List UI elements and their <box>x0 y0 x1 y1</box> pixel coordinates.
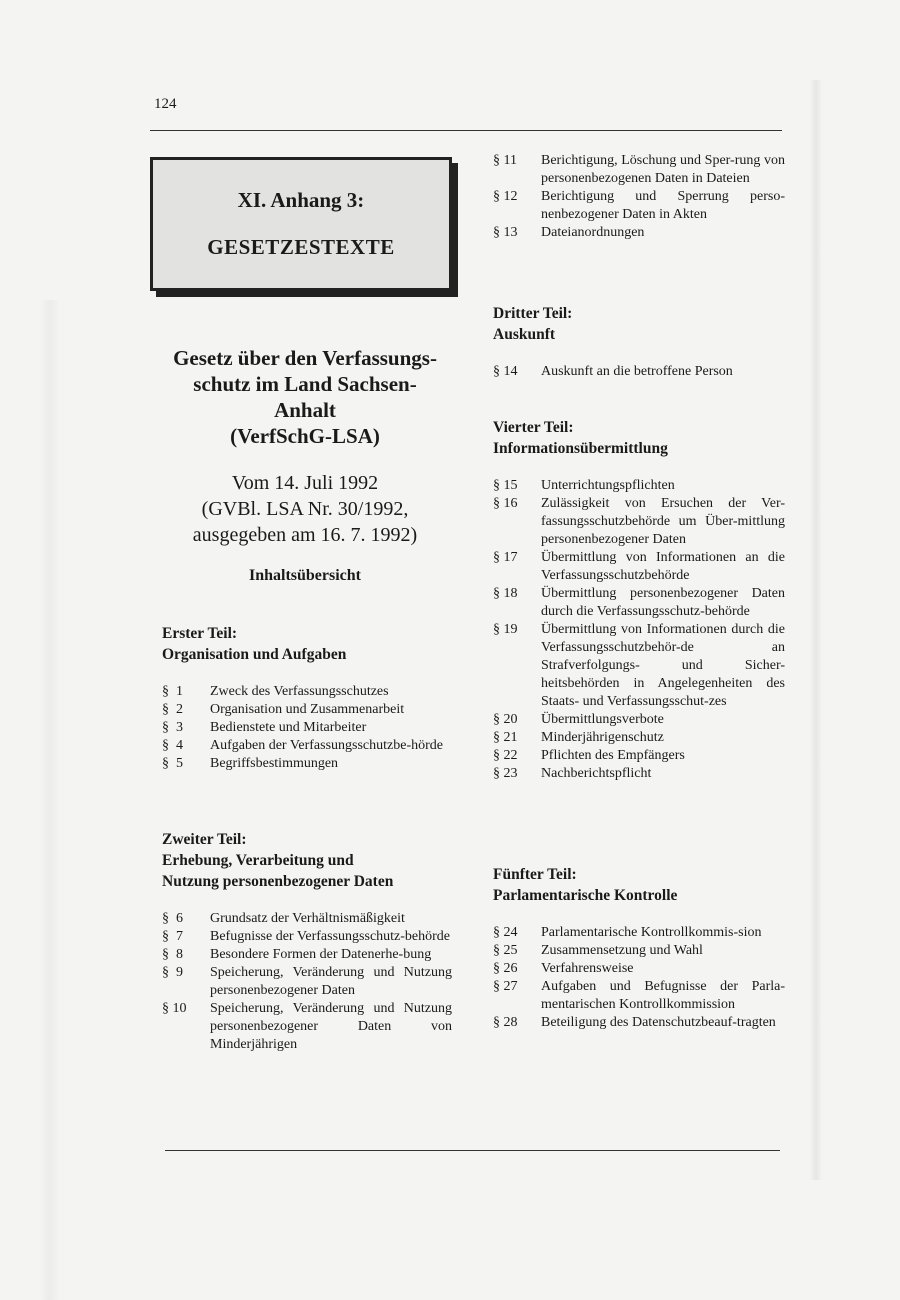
banner-line-1: XI. Anhang 3: <box>237 188 365 212</box>
section-number: § 10 <box>162 1001 187 1016</box>
toc-item <box>493 924 785 942</box>
section-number: § 8 <box>162 947 183 962</box>
section-number: § 11 <box>493 153 517 168</box>
part-3 <box>493 303 785 381</box>
section-title: Beteiligung des Datenschutzbeauf-tragten <box>541 1015 776 1030</box>
law-title <box>150 345 460 449</box>
section-title: Berichtigung, Löschung und Sper-rung von personenbezogenen Daten in Dateien <box>541 153 785 186</box>
section-title: Zweck des Verfassungsschutzes <box>210 684 389 699</box>
part-label: Fünfter Teil: <box>493 866 577 883</box>
toc-item <box>493 1014 785 1032</box>
scan-edge-shadow <box>810 80 822 1180</box>
section-number: § 9 <box>162 965 183 980</box>
section-number: § 23 <box>493 766 518 781</box>
section-title: Zusammensetzung und Wahl <box>541 943 703 958</box>
section-number: § 26 <box>493 961 518 976</box>
part-label: Dritter Teil: <box>493 305 573 322</box>
toc-item <box>493 152 785 188</box>
section-number: § 2 <box>162 702 183 717</box>
toc-item <box>493 978 785 1014</box>
section-number: § 14 <box>493 364 518 379</box>
section-number: § 7 <box>162 929 183 944</box>
part-title: Nutzung personenbezogener Daten <box>162 873 394 890</box>
toc-item <box>162 910 452 928</box>
law-title-line: schutz im Land Sachsen- <box>193 372 417 396</box>
section-title: Grundsatz der Verhältnismäßigkeit <box>210 911 405 926</box>
section-title: Nachberichtspflicht <box>541 766 652 781</box>
section-number: § 24 <box>493 925 518 940</box>
part-5 <box>493 864 785 1032</box>
section-title: Speicherung, Veränderung und Nutzung personenbezogener Daten <box>210 965 452 998</box>
law-title-line: Anhalt <box>274 398 336 422</box>
section-number: § 22 <box>493 748 518 763</box>
date-line: Vom 14. Juli 1992 <box>231 472 379 494</box>
section-title: Übermittlung von Informationen an die Verfassungsschutzbehörde <box>541 550 785 583</box>
date-line: (GVBl. LSA Nr. 30/1992, <box>201 498 409 520</box>
section-title: Unterrichtungspflichten <box>541 478 675 493</box>
part-title: Organisation und Aufgaben <box>162 646 347 663</box>
toc-item <box>493 363 785 381</box>
toc-item <box>162 946 452 964</box>
toc-item <box>493 495 785 549</box>
section-number: § 3 <box>162 720 183 735</box>
toc-item <box>493 942 785 960</box>
law-date <box>150 470 460 548</box>
section-number: § 16 <box>493 496 518 511</box>
section-number: § 19 <box>493 622 518 637</box>
part-title: Erhebung, Verarbeitung und <box>162 852 354 869</box>
section-number: § 20 <box>493 712 518 727</box>
section-title: Übermittlung personenbezogener Daten durch die Verfassungsschutz-behörde <box>541 586 785 619</box>
section-title: Dateianordnungen <box>541 225 645 240</box>
page-number: 124 <box>154 96 177 112</box>
section-number: § 28 <box>493 1015 518 1030</box>
section-title: Speicherung, Veränderung und Nutzung personenbezogener Daten von Minderjährigen <box>210 1001 452 1052</box>
section-number: § 6 <box>162 911 183 926</box>
section-number: § 12 <box>493 189 518 204</box>
toc-item <box>493 224 785 242</box>
section-title: Begriffsbestimmungen <box>210 756 339 771</box>
toc-item <box>493 960 785 978</box>
section-title: Organisation und Zusammenarbeit <box>210 702 405 717</box>
section-title: Übermittlung von Informationen durch die Verfassungsschutzbehör-de an Strafverfolgungs- und Sicher-heitsbehörden in Angelegenheiten des Staats- und Verfassungsschut-zes <box>541 622 785 709</box>
toc-item <box>493 477 785 495</box>
section-title: Parlamentarische Kontrollkommis-sion <box>541 925 762 940</box>
banner-line-2: GESETZESTEXTE <box>207 235 395 259</box>
part-1 <box>162 623 452 773</box>
part-title: Auskunft <box>493 326 556 343</box>
section-title: Befugnisse der Verfassungsschutz-behörde <box>210 929 451 944</box>
toc-item <box>493 711 785 729</box>
toc-item <box>493 747 785 765</box>
section-title: Bedienstete und Mitarbeiter <box>210 720 367 735</box>
toc-item <box>493 729 785 747</box>
toc-item <box>162 737 452 755</box>
section-title: Übermittlungsverbote <box>541 712 664 727</box>
section-number: § 25 <box>493 943 518 958</box>
toc-heading: Inhaltsübersicht <box>248 567 362 584</box>
chapter-banner <box>150 157 452 291</box>
section-number: § 5 <box>162 756 183 771</box>
section-title: Pflichten des Empfängers <box>541 748 685 763</box>
toc-item <box>493 188 785 224</box>
section-number: § 21 <box>493 730 518 745</box>
part-title: Parlamentarische Kontrolle <box>493 887 678 904</box>
section-title: Minderjährigenschutz <box>541 730 664 745</box>
part-label: Vierter Teil: <box>493 419 574 436</box>
section-number: § 17 <box>493 550 518 565</box>
scan-edge-shadow-left <box>40 300 60 1300</box>
section-number: § 27 <box>493 979 518 994</box>
part-label: Zweiter Teil: <box>162 831 247 848</box>
date-line: ausgegeben am 16. 7. 1992) <box>192 524 418 546</box>
law-title-line: Gesetz über den Verfassungs- <box>173 346 437 370</box>
toc-item <box>162 928 452 946</box>
header-rule <box>150 130 782 131</box>
section-title: Auskunft an die betroffene Person <box>541 364 733 379</box>
section-title: Verfahrensweise <box>541 961 634 976</box>
section-number: § 15 <box>493 478 518 493</box>
section-title: Aufgaben der Verfassungsschutzbe-hörde <box>210 738 443 753</box>
toc-item <box>162 964 452 1000</box>
section-title: Aufgaben und Befugnisse der Parla-mentarischen Kontrollkommission <box>541 979 785 1012</box>
section-title: Berichtigung und Sperrung perso-nenbezogener Daten in Akten <box>541 189 785 222</box>
footer-rule <box>165 1150 780 1151</box>
toc-item <box>162 701 452 719</box>
toc-item <box>493 621 785 711</box>
toc-item <box>162 683 452 701</box>
toc-item <box>162 719 452 737</box>
part-2 <box>162 829 452 1054</box>
toc-item <box>493 549 785 585</box>
toc-item <box>162 755 452 773</box>
toc-item <box>162 1000 452 1054</box>
section-number: § 4 <box>162 738 183 753</box>
section-number: § 18 <box>493 586 518 601</box>
section-number: § 1 <box>162 684 183 699</box>
law-title-line: (VerfSchG-LSA) <box>230 424 380 448</box>
part-4 <box>493 417 785 783</box>
toc-item <box>493 585 785 621</box>
section-number: § 13 <box>493 225 518 240</box>
section-title: Besondere Formen der Datenerhe-bung <box>210 947 432 962</box>
toc-item <box>493 765 785 783</box>
part-title: Informationsübermittlung <box>493 440 668 457</box>
part-label: Erster Teil: <box>162 625 238 642</box>
part-2-continued <box>493 152 785 242</box>
section-title: Zulässigkeit von Ersuchen der Ver-fassungsschutzbehörde um Über-mittlung personenbezogener Daten <box>541 496 785 547</box>
